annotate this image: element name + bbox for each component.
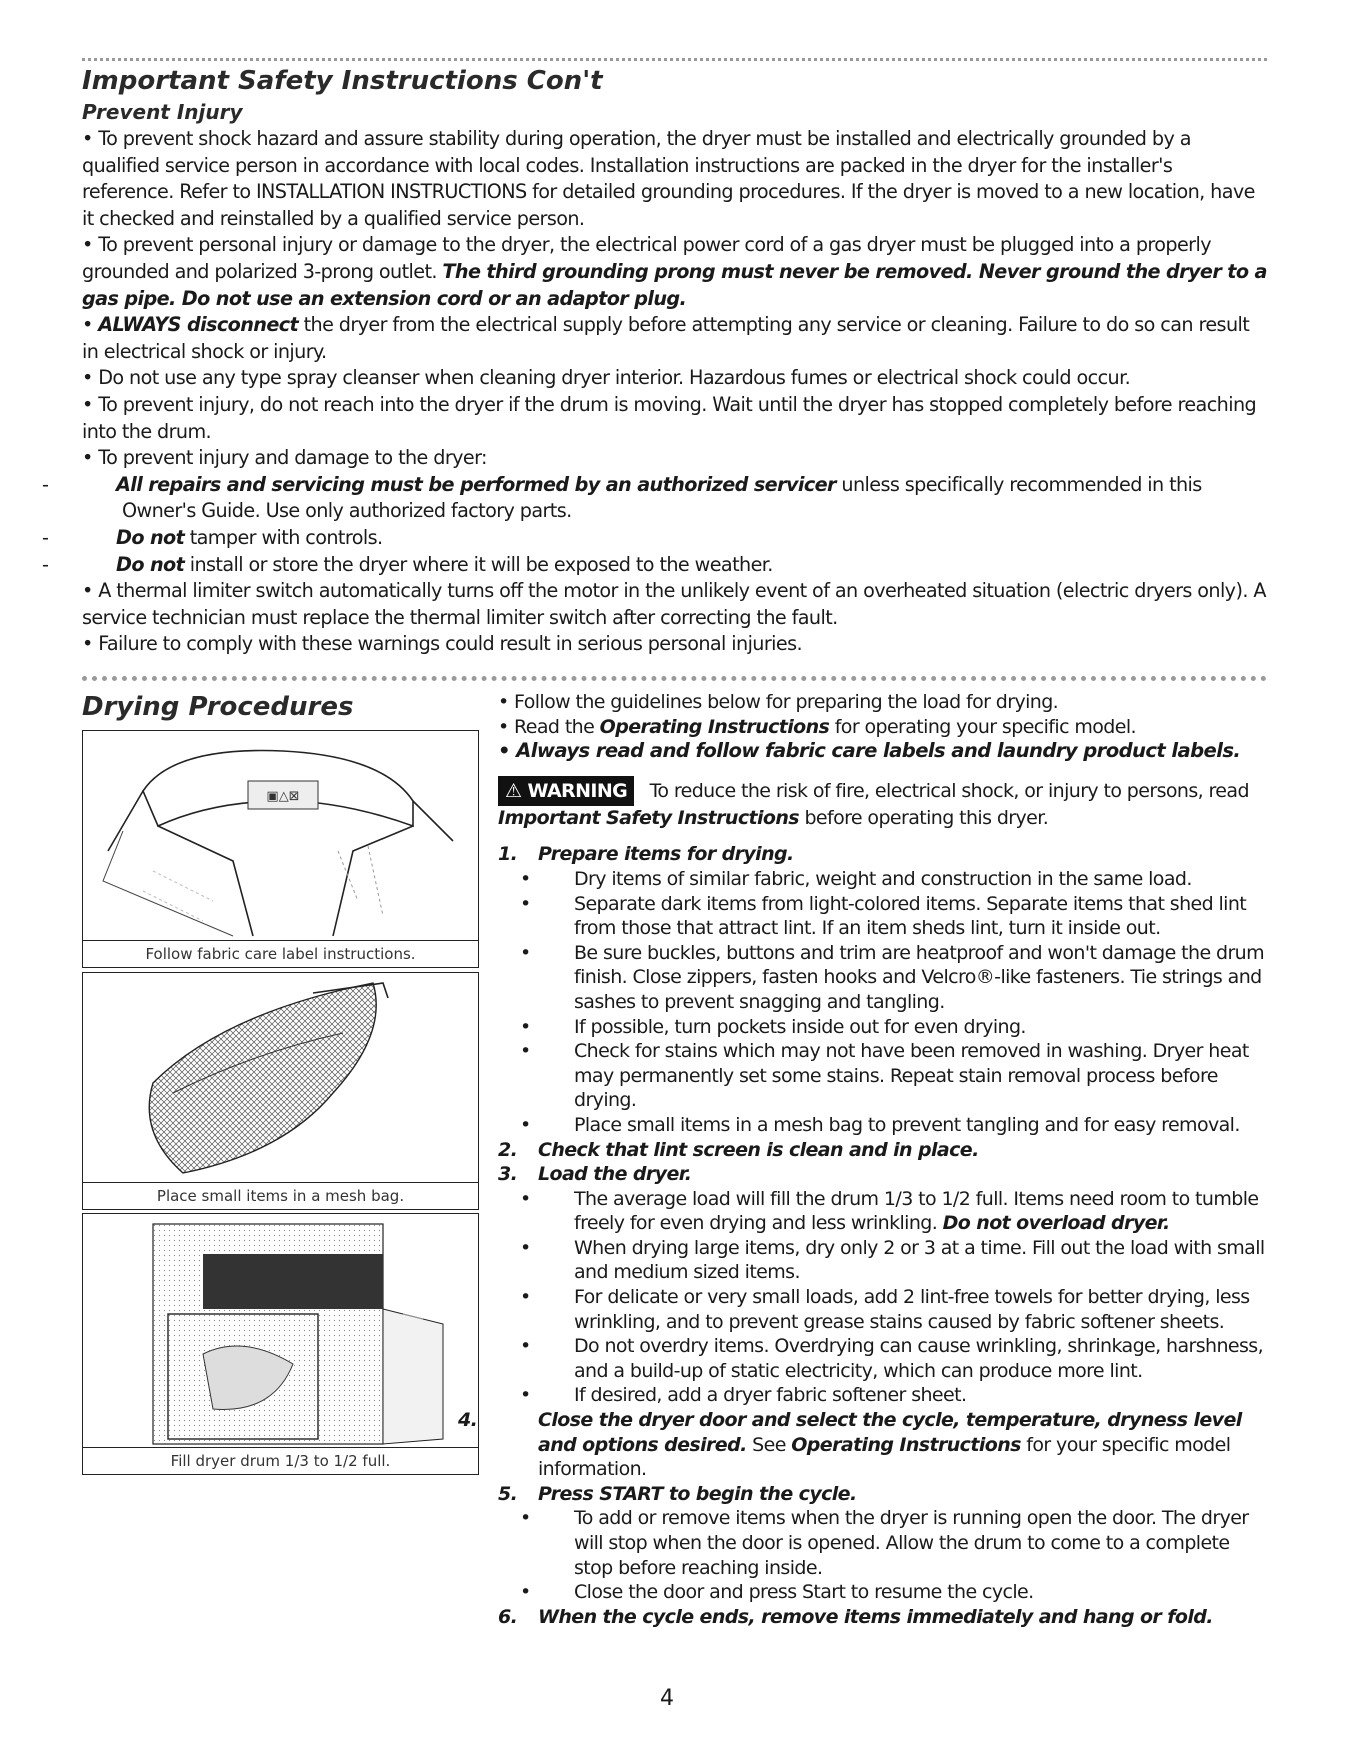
- step-4-heading: 4. Close the dryer door and select the cycle, temperature, dryness level and options desired. See Operating Instructions for your specific model information.: [458, 1409, 1242, 1481]
- step-3-item: • The average load will fill the drum 1/3 to 1/2 full. Items need room to tumble freely for even drying and less wrinkling. Do not overload dryer.: [520, 1187, 1259, 1235]
- step-5-item: • Close the door and press Start to resume the cycle.: [520, 1581, 1034, 1604]
- step-2-heading: 2. Check that lint screen is clean and in place.: [498, 1138, 979, 1161]
- figure-caption: Place small items in a mesh bag.: [83, 1182, 478, 1209]
- shirt-collar-illustration: [83, 731, 478, 939]
- safety-title: Important Safety Instructions Con't: [82, 66, 603, 96]
- intro-line: • Read the Operating Instructions for operating your specific model.: [498, 715, 1136, 738]
- page-number: 4: [660, 1686, 674, 1711]
- safety-para-thermal: • A thermal limiter switch automatically turns off the motor in the unlikely event of an overheated situation (electric dryers only). A service technician must replace the thermal limiter switch after correcting the fault.: [82, 579, 1266, 629]
- intro-line-emphasis: • Always read and follow fabric care labels and laundry product labels.: [498, 739, 1241, 763]
- warning-badge: ⚠ WARNING: [498, 776, 634, 806]
- safety-para-drum: • To prevent injury, do not reach into the dryer if the drum is moving. Wait until the dryer has stopped completely before reaching into the drum.: [82, 392, 1257, 443]
- step-1-item: • Check for stains which may not have been removed in washing. Dryer heat may permanently set some stains. Repeat stain removal process before drying.: [520, 1040, 1249, 1112]
- safety-para-outlet: • To prevent personal injury or damage to the dryer, the electrical power cord of a gas dryer must be plugged into a properly grounded and polarized 3-prong outlet. The third grounding prong must never be removed. Never ground the dryer to a gas pipe. Do not use an extension cord or an adaptor plug.: [82, 233, 1267, 310]
- svg-text:▣△⊠: ▣△⊠: [266, 789, 300, 804]
- step-3-heading: 3. Load the dryer.: [498, 1163, 692, 1186]
- safety-para-spray: • Do not use any type spray cleanser when cleaning dryer interior. Hazardous fumes or electrical shock could occur.: [82, 366, 1131, 390]
- step-6-heading: 6. When the cycle ends, remove items immediately and hang or fold.: [498, 1605, 1213, 1628]
- mesh-bag-illustration: [83, 973, 478, 1181]
- safety-body: [42, 126, 1267, 658]
- safety-dash-item: - Do not tamper with controls.: [42, 525, 383, 549]
- safety-para-damage: • To prevent injury and damage to the dryer:: [82, 446, 487, 470]
- step-1-item: • If possible, turn pockets inside out for even drying.: [520, 1015, 1026, 1038]
- safety-dash-item: - All repairs and servicing must be performed by an authorized servicer unless specifically recommended in this Owner's Guide. Use only authorized factory parts.: [42, 472, 1202, 523]
- safety-para-grounding: • To prevent shock hazard and assure stability during operation, the dryer must be installed and electrically grounded by a qualified service person in accordance with local codes. Installation instructions are packed in the dryer for the installer's reference. Refer to INSTALLATION INSTRUCTIONS for detailed grounding procedures. If the dryer is moved to a new location, have it checked and reinstalled by a qualified service person.: [82, 127, 1255, 230]
- outlet-warning-emphasis: The third grounding prong must never be removed. Never ground the dryer to a gas pipe. Do not use an extension cord or an adaptor plug.: [82, 259, 1267, 310]
- dryer-drum-illustration: [83, 1214, 478, 1446]
- step-1-item: • Place small items in a mesh bag to prevent tangling and for easy removal.: [520, 1113, 1240, 1136]
- warning-block: ⚠ WARNING To reduce the risk of fire, electrical shock, or injury to persons, read Important Safety Instructions before operating this dryer.: [498, 776, 1270, 831]
- safety-dash-item: - Do not install or store the dryer where it will be exposed to the weather.: [42, 552, 773, 576]
- drying-instructions: [458, 690, 1270, 1629]
- figure-mesh-bag: [82, 972, 479, 1210]
- safety-subtitle: Prevent Injury: [82, 100, 243, 124]
- intro-line: • Follow the guidelines below for preparing the load for drying.: [498, 691, 1059, 713]
- figure-caption: Follow fabric care label instructions.: [83, 940, 478, 967]
- top-divider: [82, 58, 1267, 61]
- step-5-item: • To add or remove items when the dryer is running open the door. The dryer will stop when the door is opened. Allow the drum to come to a complete stop before reaching inside.: [520, 1507, 1249, 1579]
- figure-caption: Fill dryer drum 1/3 to 1/2 full.: [83, 1447, 478, 1474]
- figure-dryer-drum: [82, 1213, 479, 1475]
- figure-fabric-label: [82, 730, 479, 968]
- step-1-item: • Be sure buckles, buttons and trim are heatproof and won't damage the drum finish. Close zippers, fasten hooks and Velcro®-like fasteners. Tie strings and sashes to prevent snagging and tangling.: [520, 941, 1265, 1013]
- step-1-item: • Separate dark items from light-colored items. Separate items that shed lint from those that attract lint. If an item sheds lint, turn it inside out.: [520, 892, 1247, 940]
- step-3-item: • For delicate or very small loads, add 2 lint-free towels for better drying, less wrinkling, and to prevent grease stains caused by fabric softener sheets.: [520, 1286, 1250, 1333]
- safety-para-disconnect: • ALWAYS disconnect the dryer from the electrical supply before attempting any service or cleaning. Failure to do so can result in electrical shock or injury.: [82, 313, 1250, 363]
- step-1-item: • Dry items of similar fabric, weight and construction in the same load.: [520, 867, 1192, 890]
- step-3-item: • Do not overdry items. Overdrying can cause wrinkling, shrinkage, harshness, and a build-up of static electricity, which can produce more lint.: [520, 1335, 1264, 1382]
- step-5-heading: 5. Press START to begin the cycle.: [498, 1482, 857, 1505]
- step-3-item: • If desired, add a dryer fabric softener sheet.: [520, 1384, 967, 1407]
- drying-title: Drying Procedures: [82, 692, 354, 722]
- step-1-heading: 1. Prepare items for drying.: [498, 843, 794, 866]
- section-divider: [82, 676, 1267, 681]
- step-3-item: • When drying large items, dry only 2 or 3 at a time. Fill out the load with small and medium sized items.: [520, 1236, 1265, 1284]
- safety-para-comply: • Failure to comply with these warnings could result in serious personal injuries.: [82, 632, 802, 656]
